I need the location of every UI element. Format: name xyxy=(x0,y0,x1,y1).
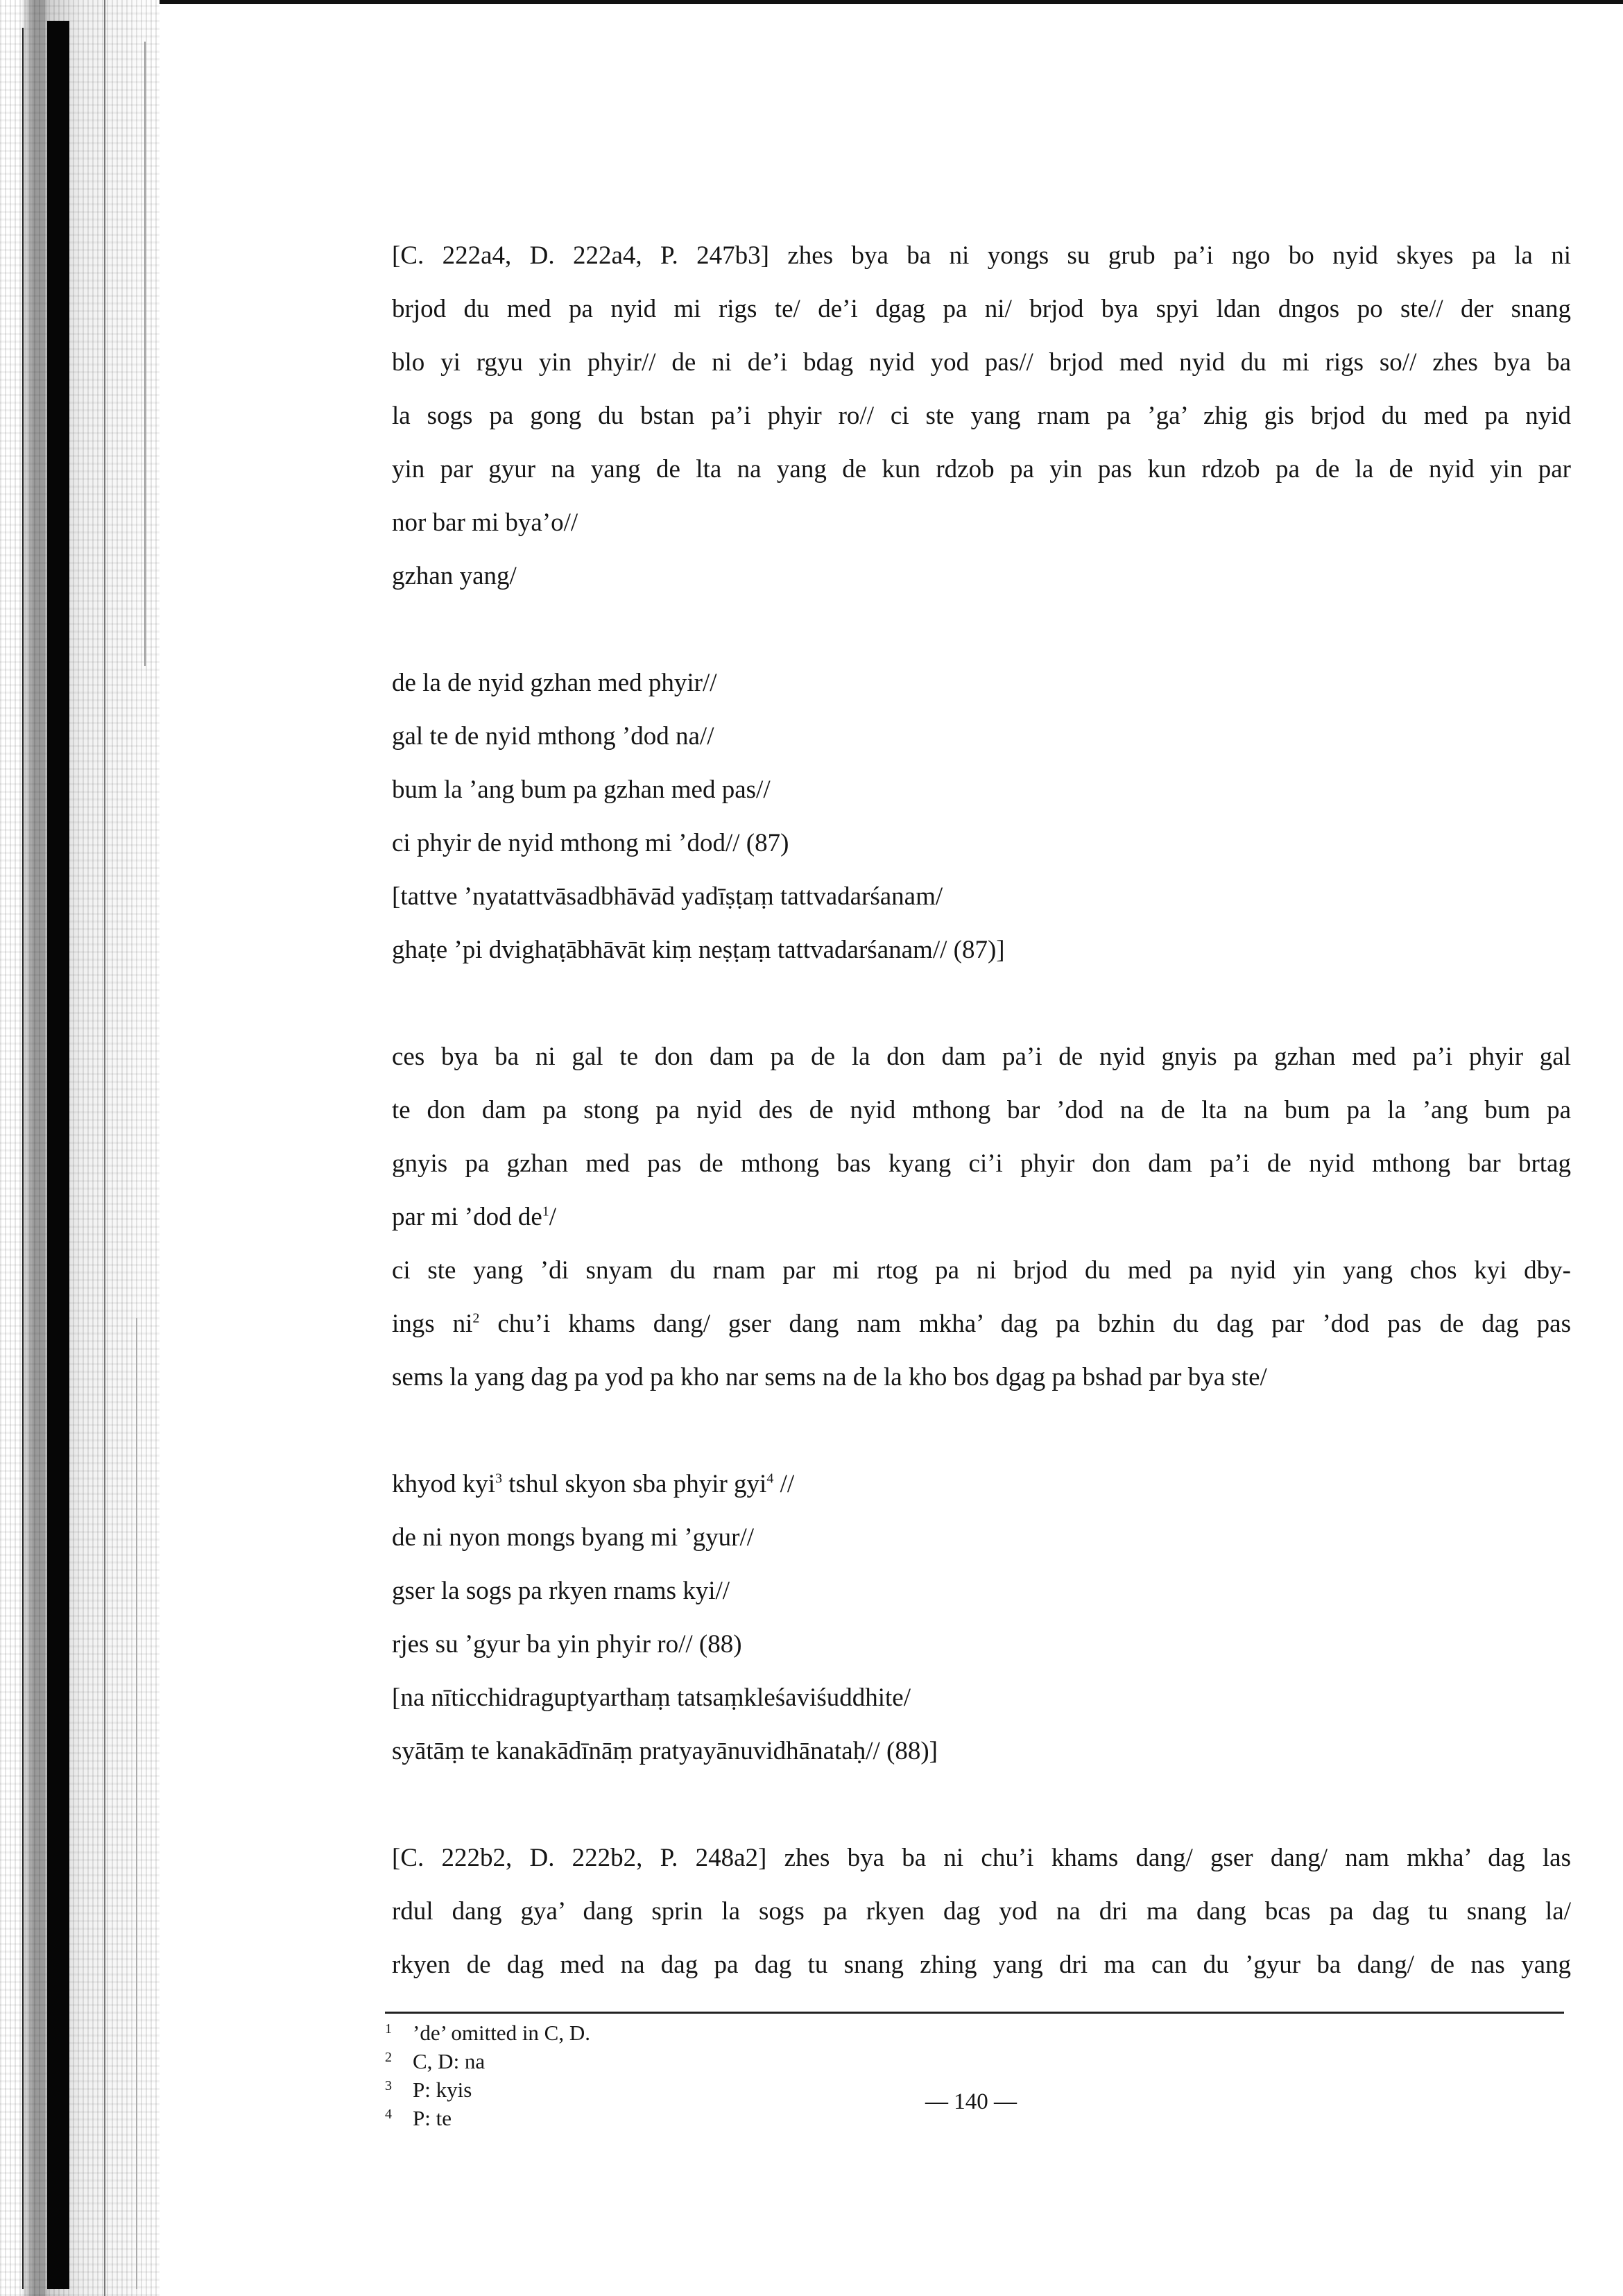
text-line: rdul dang gya’ dang sprin la sogs pa rkyen dag yod na dri ma dang bcas pa dag tu snang la/ xyxy=(392,1897,1571,1926)
text-span: // xyxy=(773,1470,795,1498)
sanskrit-line: [na nīticchidraguptyarthaṃ tatsaṃkleśaviśuddhite/ xyxy=(392,1684,911,1712)
footnote-text: ’de’ omitted in C, D. xyxy=(413,2021,590,2045)
scan-artifact-line xyxy=(144,42,146,666)
footnote-number: 1 xyxy=(385,2021,392,2037)
text-line: ci ste yang ’di snyam du rnam par mi rtog pa ni brjod du med pa nyid yin yang chos kyi dby- xyxy=(392,1256,1571,1285)
footnote-text: P: kyis xyxy=(413,2077,472,2102)
verse-88 xyxy=(392,1457,1571,1778)
paragraph-2 xyxy=(392,1030,1571,1404)
text-span: tshul skyon sba phyir gyi xyxy=(502,1470,767,1498)
sanskrit-line: syātāṃ te kanakādīnāṃ pratyayānuvidhānataḥ// (88)] xyxy=(392,1737,938,1765)
text-line: [C. 222b2, D. 222b2, P. 248a2] zhes bya ba ni chu’i khams dang/ gser dang/ nam mkha’ dag las xyxy=(392,1844,1571,1872)
scan-artifact-line xyxy=(104,0,105,2296)
verse-line: ci phyir de nyid mthong mi ’dod// (87) xyxy=(392,829,789,857)
scan-shadow-bar xyxy=(47,21,69,2289)
sanskrit-line: ghaṭe ’pi dvighaṭābhāvāt kiṃ neṣṭaṃ tattvadarśanam// (87)] xyxy=(392,936,1005,964)
text-line: sems la yang dag pa yod pa kho nar sems na de la kho bos dgag pa bshad par bya ste/ xyxy=(392,1363,1267,1391)
footnote-text: C, D: na xyxy=(413,2049,486,2073)
paragraph-1 xyxy=(392,229,1571,549)
text-line: la sogs pa gong du bstan pa’i phyir ro// ci ste yang rnam pa ’ga’ zhig gis brjod du med pa nyid xyxy=(392,402,1571,430)
page-body xyxy=(392,229,1571,1991)
text-line: te don dam pa stong pa nyid des de nyid mthong bar ’dod na de lta na bum pa la ’ang bum pa xyxy=(392,1096,1571,1124)
scan-artifact-line xyxy=(136,1318,137,2289)
footnote-2 xyxy=(385,2047,870,2075)
footnote-4 xyxy=(385,2104,870,2132)
text-line: nor bar mi bya’o// xyxy=(392,508,578,537)
verse-line xyxy=(392,1457,1571,1511)
footnote-ref-3: 3 xyxy=(495,1471,503,1487)
text-line: [C. 222a4, D. 222a4, P. 247b3] zhes bya ba ni yongs su grub pa’i ngo bo nyid skyes pa la ni xyxy=(392,241,1571,270)
text-span: ings ni xyxy=(392,1310,473,1338)
text-line: gnyis pa gzhan med pas de mthong bas kyang ci’i phyir don dam pa’i de nyid mthong bar brtag xyxy=(392,1149,1571,1178)
footnote-number: 2 xyxy=(385,2050,392,2065)
text-line: yin par gyur na yang de lta na yang de kun rdzob pa yin pas kun rdzob pa de la de nyid yin par xyxy=(392,455,1571,483)
footnote-3 xyxy=(385,2075,870,2104)
text-span: chu’i khams dang/ gser dang nam mkha’ dag pa bzhin du dag par ’dod pas de dag pas xyxy=(479,1310,1571,1338)
verse-line: de la de nyid gzhan med phyir// xyxy=(392,669,717,697)
text-span: khyod kyi xyxy=(392,1470,496,1498)
footnotes xyxy=(385,2019,870,2132)
footnote-ref-1: 1 xyxy=(542,1203,549,1219)
page-number: — 140 — xyxy=(925,2089,1017,2114)
text-line: rkyen de dag med na dag pa dag tu snang zhing yang dri ma can du ’gyur ba dang/ de nas yang xyxy=(392,1951,1571,1979)
text-line xyxy=(392,1297,1571,1351)
paragraph-4 xyxy=(392,1831,1571,1991)
text-line: brjod du med pa nyid mi rigs te/ de’i dgag pa ni/ brjod bya spyi ldan dngos po ste// der snang xyxy=(392,295,1571,323)
text-line: ces bya ba ni gal te don dam pa de la don dam pa’i de nyid gnyis pa gzhan med pa’i phyir gal xyxy=(392,1043,1571,1071)
lead-in-line: gzhan yang/ xyxy=(392,562,517,590)
text-line: blo yi rgyu yin phyir// de ni de’i bdag nyid yod pas// brjod med nyid du mi rigs so// zhes bya ba xyxy=(392,348,1571,377)
text-span: par mi ’dod de xyxy=(392,1203,542,1231)
footnote-ref-4: 4 xyxy=(766,1471,774,1487)
text-span: / xyxy=(549,1203,557,1231)
footnote-number: 4 xyxy=(385,2107,392,2122)
scan-artifact-line xyxy=(22,28,24,2289)
footnote-number: 3 xyxy=(385,2078,392,2093)
footnote-text: P: te xyxy=(413,2106,452,2130)
verse-line: de ni nyon mongs byang mi ’gyur// xyxy=(392,1523,755,1552)
footnote-1 xyxy=(385,2019,870,2047)
text-line xyxy=(392,1190,1571,1244)
sanskrit-line: [tattve ’nyatattvāsadbhāvād yadīṣṭaṃ tattvadarśanam/ xyxy=(392,882,943,911)
verse-87 xyxy=(392,656,1571,977)
verse-line: gser la sogs pa rkyen rnams kyi// xyxy=(392,1577,730,1605)
scan-top-edge xyxy=(0,0,1623,4)
footnote-divider xyxy=(385,2012,1564,2014)
verse-line: rjes su ’gyur ba yin phyir ro// (88) xyxy=(392,1630,742,1659)
verse-line: bum la ’ang bum pa gzhan med pas// xyxy=(392,776,771,804)
footnote-ref-2: 2 xyxy=(472,1310,480,1326)
verse-line: gal te de nyid mthong ’dod na// xyxy=(392,722,714,751)
